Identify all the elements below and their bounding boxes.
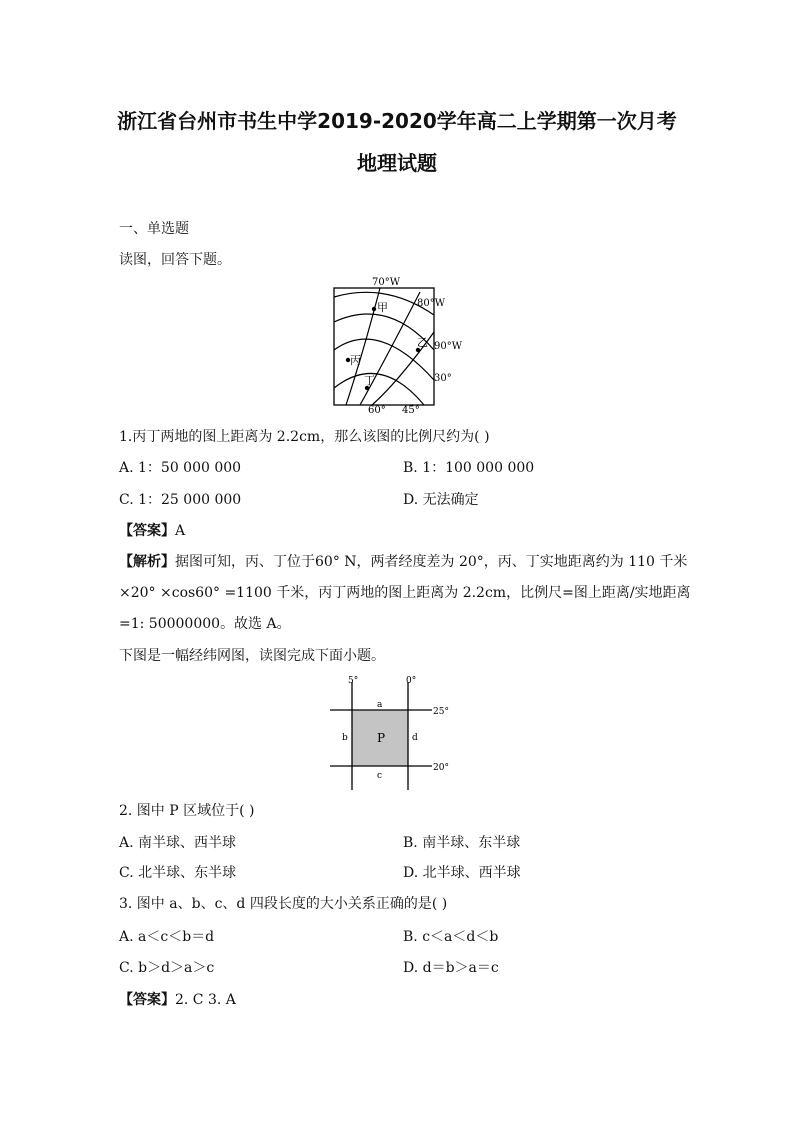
q3-option-a[interactable]: A. a＜c＜b＝d <box>119 929 215 945</box>
q1-stem: 1.丙丁两地的图上距离为 2.2cm，那么该图的比例尺约为( ) <box>119 429 490 445</box>
q1-option-b[interactable]: B. 1：100 000 000 <box>403 460 535 476</box>
q2-stem: 2. 图中 P 区域位于( ) <box>119 803 255 819</box>
q1-answer <box>119 520 185 540</box>
q3-option-c[interactable]: C. b＞d＞a＞c <box>119 960 215 976</box>
q1-option-a[interactable]: A. 1：50 000 000 <box>119 460 242 476</box>
q3-stem: 3. 图中 a、b、c、d 四段长度的大小关系正确的是( ) <box>119 896 448 912</box>
label-ding: 丁 <box>364 374 375 387</box>
q2-intro: 下图是一幅经纬网图，读图完成下面小题。 <box>119 648 385 664</box>
q1-intro: 读图，回答下题。 <box>119 252 231 268</box>
label-70w: 70°W <box>372 277 401 288</box>
label-lat-30: 30° <box>434 373 452 384</box>
label-lon-5: 5° <box>348 676 359 686</box>
label-90w: 90°W <box>434 341 463 352</box>
q2-q3-answer <box>119 989 236 1009</box>
label-jia: 甲 <box>377 301 388 314</box>
q3-option-d[interactable]: D. d＝b＞a＝c <box>403 960 499 976</box>
latlong-grid-figure-1 <box>320 270 480 420</box>
label-b: b <box>342 733 348 743</box>
label-d: d <box>412 733 418 743</box>
q1-analysis-line-2: ×20° ×cos60° =1100 千米，丙丁两地的图上距离为 2.2cm，比例尺=图上距离/实地距离 <box>119 585 691 601</box>
label-yi: 乙 <box>417 336 428 349</box>
page-subtitle: 地理试题 <box>357 151 437 175</box>
meridian-line-70w <box>346 288 380 405</box>
answer-value-2: 2. C 3. A <box>175 992 236 1008</box>
q2-option-c[interactable]: C. 北半球、东半球 <box>119 865 237 881</box>
label-c: c <box>377 771 383 781</box>
answer-label-2: 【答案】 <box>119 992 175 1008</box>
analysis-text-1: 据图可知，丙、丁位于60° N，两者经度差为 20°，丙、丁实地距离约为 110 千米 <box>175 554 688 570</box>
label-lon-0: 0° <box>406 676 417 686</box>
q2-option-d[interactable]: D. 北半球、西半球 <box>403 865 521 881</box>
answer-label: 【答案】 <box>119 523 175 539</box>
label-a: a <box>377 700 383 710</box>
q1-option-d[interactable]: D. 无法确定 <box>403 492 479 508</box>
label-bing: 丙 <box>350 354 361 367</box>
label-lat-45: 45° <box>402 405 420 416</box>
latlong-grid-figure-2 <box>322 672 462 796</box>
label-p: P <box>377 731 386 745</box>
page-title: 浙江省台州市书生中学2019-2020学年高二上学期第一次月考 <box>117 109 677 133</box>
q1-option-c[interactable]: C. 1：25 000 000 <box>119 492 242 508</box>
q1-analysis-line-1 <box>119 551 687 571</box>
label-lat-25: 25° <box>433 707 449 717</box>
section-heading: 一、单选题 <box>119 221 189 237</box>
label-lat-60: 60° <box>368 405 386 416</box>
answer-value: A <box>175 523 186 539</box>
label-80w: 80°W <box>417 298 446 309</box>
point-jia <box>372 307 376 311</box>
q2-option-b[interactable]: B. 南半球、东半球 <box>403 835 521 851</box>
q2-option-a[interactable]: A. 南半球、西半球 <box>119 835 237 851</box>
analysis-label: 【解析】 <box>119 554 175 570</box>
q3-option-b[interactable]: B. c＜a＜d＜b <box>403 929 499 945</box>
label-lat-20: 20° <box>433 763 449 773</box>
q1-analysis-line-3: =1: 50000000。故选 A。 <box>119 616 291 632</box>
